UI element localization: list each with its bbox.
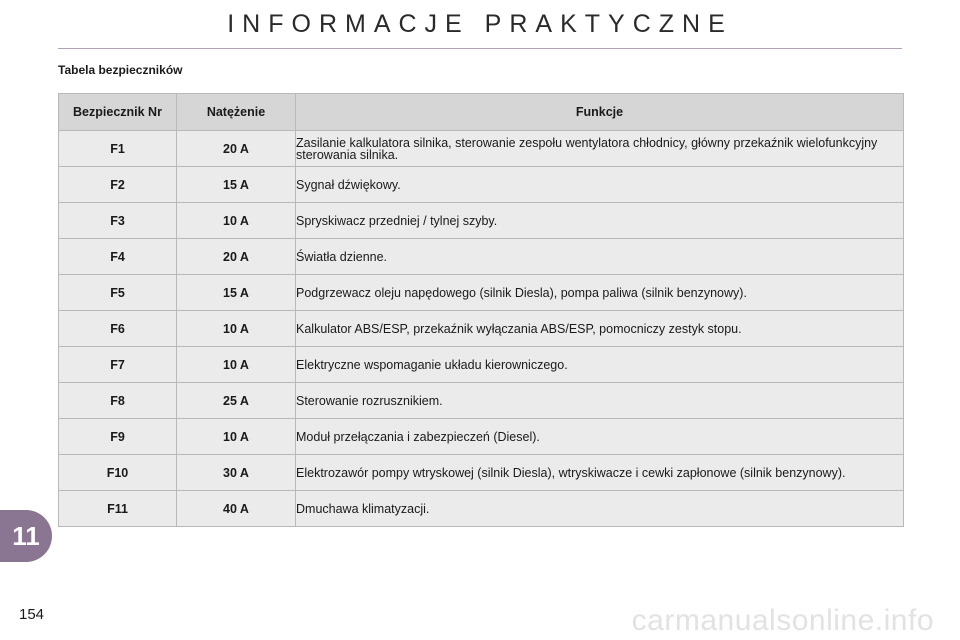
fuse-function: Podgrzewacz oleju napędowego (silnik Diesla), pompa paliwa (silnik benzynowy). [296, 275, 904, 311]
fuse-number: F11 [59, 491, 177, 527]
fuse-function: Moduł przełączania i zabezpieczeń (Diesel). [296, 419, 904, 455]
header-divider [58, 48, 902, 49]
fuse-number: F2 [59, 167, 177, 203]
fuse-function: Sygnał dźwiękowy. [296, 167, 904, 203]
table-row [59, 419, 904, 455]
page-number: 154 [19, 606, 45, 623]
fuse-amperage: 25 A [177, 383, 296, 419]
fuse-amperage: 30 A [177, 455, 296, 491]
chapter-tab: 11 [0, 510, 52, 562]
fuse-table-body [59, 131, 904, 527]
page-header: INFORMACJE PRAKTYCZNE [227, 10, 733, 38]
table-row [59, 311, 904, 347]
fuse-number: F6 [59, 311, 177, 347]
fuse-amperage: 10 A [177, 311, 296, 347]
fuse-amperage: 10 A [177, 347, 296, 383]
fuse-amperage: 10 A [177, 203, 296, 239]
column-header-fuse: Bezpiecznik Nr [59, 94, 177, 131]
table-row [59, 167, 904, 203]
table-row [59, 383, 904, 419]
table-header-row [59, 94, 904, 131]
fuse-amperage: 20 A [177, 131, 296, 167]
fuse-amperage: 40 A [177, 491, 296, 527]
table-row [59, 275, 904, 311]
fuse-function: Spryskiwacz przedniej / tylnej szyby. [296, 203, 904, 239]
fuse-function: Elektrozawór pompy wtryskowej (silnik Diesla), wtryskiwacze i cewki zapłonowe (silnik benzynowy). [296, 455, 904, 491]
table-row [59, 491, 904, 527]
fuse-number: F3 [59, 203, 177, 239]
table-row [59, 347, 904, 383]
fuse-number: F8 [59, 383, 177, 419]
section-title: Tabela bezpieczników [58, 63, 183, 77]
fuse-number: F9 [59, 419, 177, 455]
fuse-table [58, 93, 904, 527]
fuse-function: Elektryczne wspomaganie układu kierowniczego. [296, 347, 904, 383]
fuse-number: F10 [59, 455, 177, 491]
fuse-amperage: 20 A [177, 239, 296, 275]
fuse-number: F4 [59, 239, 177, 275]
table-row [59, 203, 904, 239]
fuse-number: F7 [59, 347, 177, 383]
table-row [59, 131, 904, 167]
watermark: carmanualsonline.info [631, 604, 934, 637]
table-row [59, 239, 904, 275]
fuse-function: Dmuchawa klimatyzacji. [296, 491, 904, 527]
fuse-function: Zasilanie kalkulatora silnika, sterowanie zespołu wentylatora chłodnicy, główny przekaźnik wielofunkcyjny sterowania silnika. [296, 131, 904, 167]
fuse-function: Światła dzienne. [296, 239, 904, 275]
table-row [59, 455, 904, 491]
fuse-number: F1 [59, 131, 177, 167]
fuse-function: Kalkulator ABS/ESP, przekaźnik wyłączania ABS/ESP, pomocniczy zestyk stopu. [296, 311, 904, 347]
column-header-function: Funkcje [296, 94, 904, 131]
fuse-number: F5 [59, 275, 177, 311]
fuse-amperage: 10 A [177, 419, 296, 455]
column-header-amperage: Natężenie [177, 94, 296, 131]
fuse-function: Sterowanie rozrusznikiem. [296, 383, 904, 419]
fuse-amperage: 15 A [177, 275, 296, 311]
fuse-amperage: 15 A [177, 167, 296, 203]
